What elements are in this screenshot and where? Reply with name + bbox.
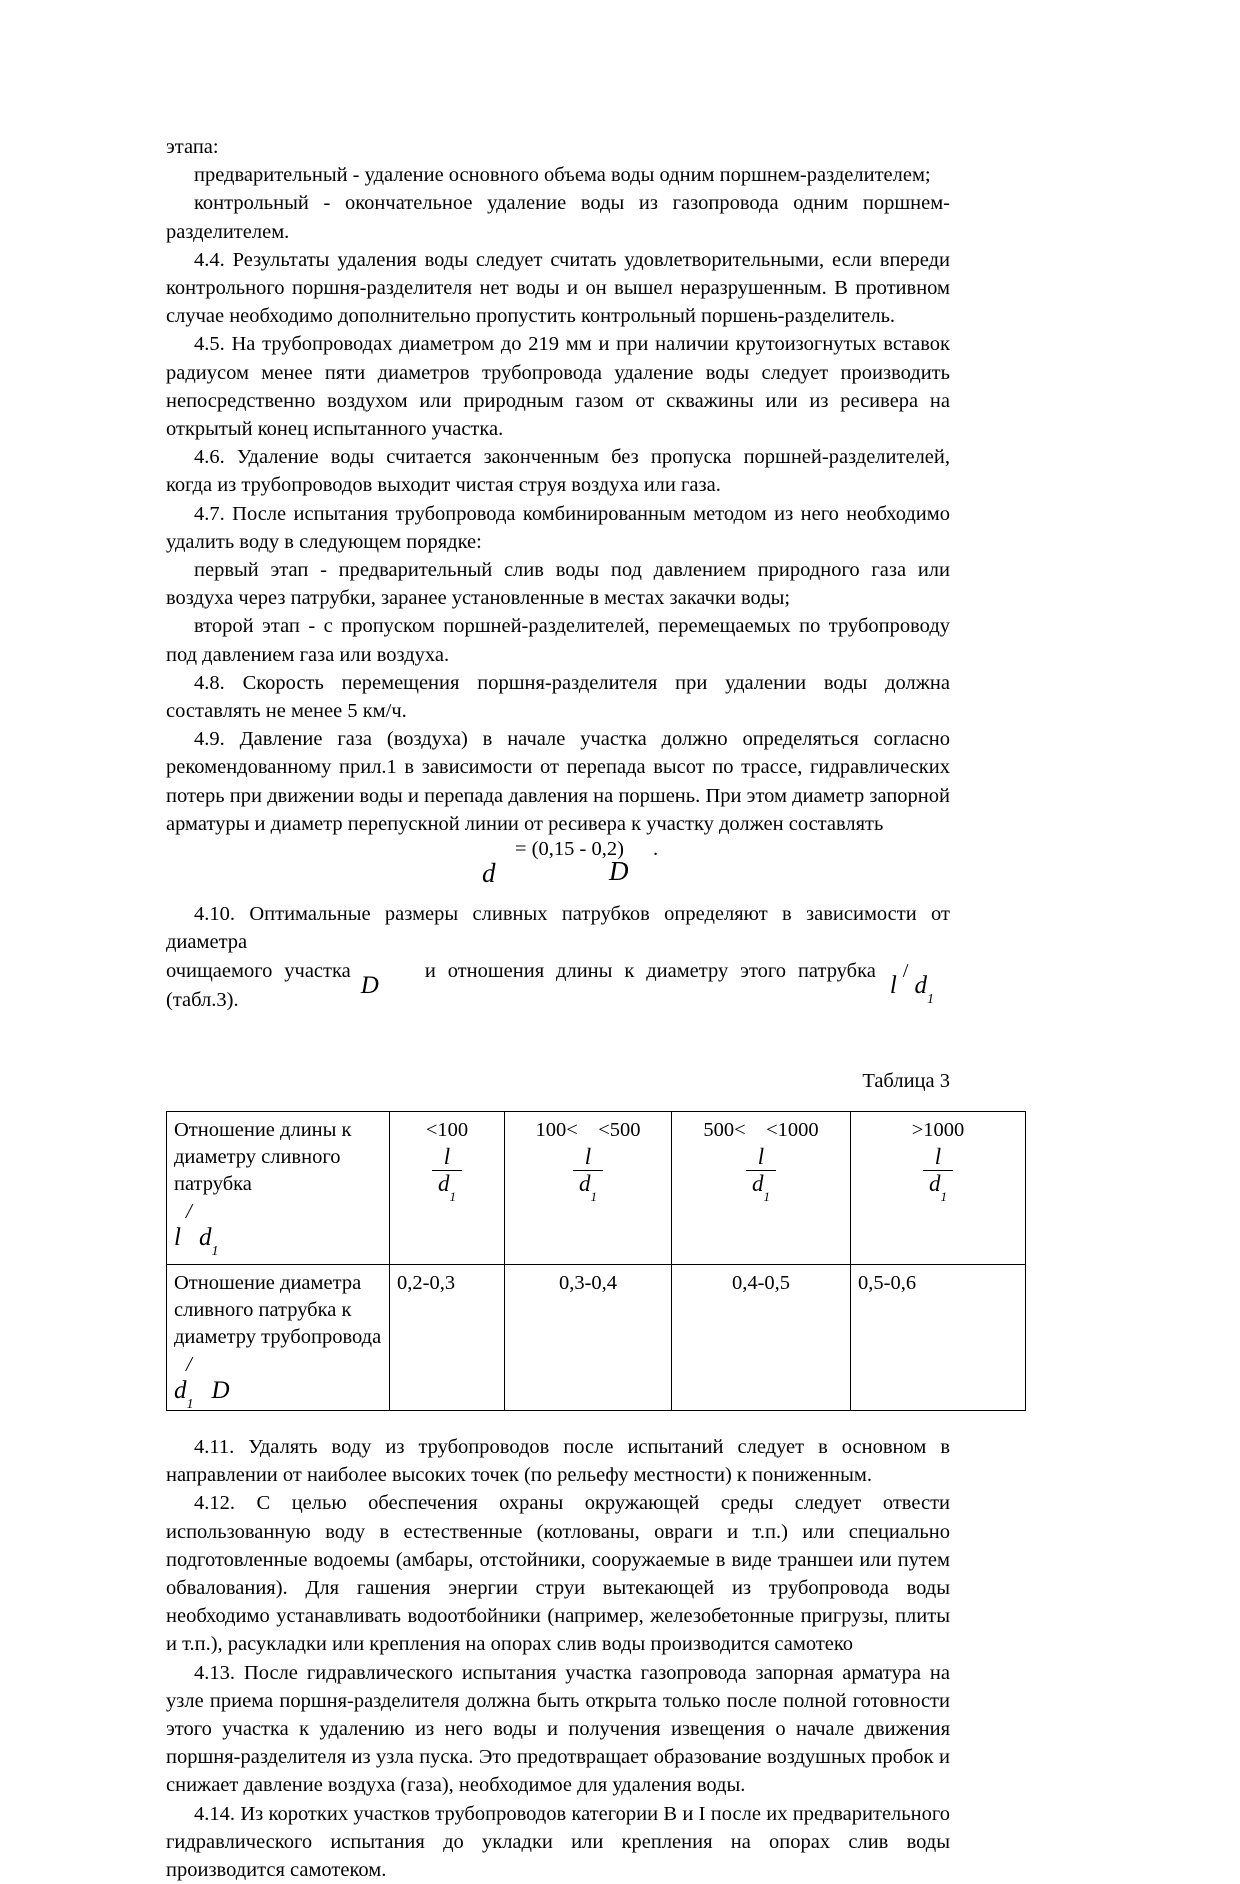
p410-text-c: (табл.3).: [166, 988, 239, 1011]
row2-header-var-D: D: [211, 1376, 230, 1404]
fraction-wrapper-4: [858, 1143, 1018, 1204]
paragraph-etapa: этапа:: [166, 136, 219, 158]
fraction-numerator: l: [443, 1143, 451, 1169]
p410-variable-l: l: [889, 972, 897, 1000]
fraction-numerator: l: [934, 1143, 942, 1169]
row2-header-slash-line: [174, 1351, 382, 1377]
fraction-denominator-subscript: 1: [940, 1188, 947, 1204]
row-header-slash-line: [174, 1198, 382, 1224]
row2-header-line-3: диаметру трубопровода: [174, 1325, 382, 1348]
fraction-l-over-d1-2: [573, 1143, 603, 1204]
fraction-denominator: $d_1$: [923, 1170, 953, 1196]
row-header-variables: [174, 1223, 382, 1259]
page-content: [166, 133, 965, 1884]
table-caption: Таблица 3: [862, 1069, 950, 1092]
table-value-cell-2: 0,3-0,4: [505, 1264, 672, 1410]
p410-variable-d1: $d_1$: [914, 972, 934, 1008]
paragraph-4-5: 4.5. На трубопроводах диаметром до 219 мм и при наличии крутоизогнутых вставок радиусом менее пяти диаметров трубопровода удаление воды следует производить непосредственно воздухом или природным газом от скважины или из ресивера на открытый конец испытанного участка.: [166, 333, 950, 441]
paragraph-4-10-line2: [166, 956, 950, 1013]
paragraph-4-12: 4.12. С целью обеспечения охраны окружающей среды следует отвести использованную воду в естественные (котлованы, овраги и т.п.) или специально подготовленные водоемы (амбары, отстойники, сооружаемые в виде траншеи или путем обвалования). Для гашения энергии струи вытекающей из трубопровода воды необходимо устанавливать водоотбойники (например, железобетонные пригрузы, плиты и т.п.), расукладки или крепления на опорах слив воды производится самотеко: [166, 1492, 950, 1656]
paragraph-4-6: 4.6. Удаление воды считается законченным без пропуска поршней-разделителей, когда из трубопроводов выходит чистая струя воздуха или газа.: [166, 446, 950, 497]
display-formula: [166, 838, 950, 900]
fraction-denominator-subscript: 1: [590, 1188, 597, 1204]
fraction-l-over-d1-4: [923, 1143, 953, 1204]
formula-terminator: .: [653, 838, 659, 861]
fraction-denominator-subscript: 1: [449, 1188, 456, 1204]
table-row: [167, 1111, 1026, 1264]
table-value-cell-4: 0,5-0,6: [851, 1264, 1026, 1410]
row-header-length-ratio: [167, 1111, 390, 1264]
p410-slash: /: [902, 960, 909, 983]
table-value-cell-3: 0,4-0,5: [672, 1264, 851, 1410]
row-header-line-1: Отношение длины к: [174, 1118, 352, 1141]
p410-variable-d1-subscript: 1: [927, 992, 934, 1008]
paragraph-4-7-first-stage: первый этап - предварительный слив воды под давлением природного газа или воздуха через патрубки, заранее установленные в местах закачки воды;: [166, 559, 950, 610]
paragraph-4-10-line1: 4.10. Оптимальные размеры сливных патрубков определяют в зависимости от диаметра: [166, 903, 950, 954]
table-value-cell-1: 0,2-0,3: [390, 1264, 505, 1410]
row-header-slash: /: [186, 1198, 192, 1223]
fraction-wrapper-3: [679, 1143, 843, 1204]
row2-header-line-2: сливного патрубка к: [174, 1298, 352, 1321]
formula-variable-d: d: [482, 858, 496, 889]
table-header-cell-4: [851, 1111, 1026, 1264]
paragraph-4-4: 4.4. Результаты удаления воды следует считать удовлетворительными, если впереди контрольного поршня-разделителя нет воды и он вышел неразрушенным. В противном случае необходимо дополнительно пропустить контрольный поршень-разделитель.: [166, 248, 950, 328]
row2-header-var-d1: $d_1$: [174, 1376, 194, 1412]
table-header-cell-3: [672, 1111, 851, 1264]
paragraph-4-13: 4.13. После гидравлического испытания участка газопровода запорная арматура на узле приема поршня-разделителя должна быть открыта только после полной готовности этого участка к удалению из него воды и получения извещения о начале движения поршня-разделителя из узла пуска. Это предотвращает образование воздушных пробок и снижает давление воздуха (газа), необходимое для удаления воды.: [166, 1661, 950, 1797]
fraction-denominator-subscript: 1: [763, 1188, 770, 1204]
fraction-wrapper-1: [397, 1143, 497, 1204]
paragraph-4-8: 4.8. Скорость перемещения поршня-разделителя при удалении воды должна составлять не менее 5 км/ч.: [166, 671, 950, 723]
row-header-diameter-ratio: [167, 1264, 390, 1410]
paragraph-4-14: 4.14. Из коротких участков трубопроводов категории В и I после их предварительного гидравлического испытания до укладки или крепления на опорах слив воды производится самотеком.: [166, 1802, 950, 1881]
paragraph-4-9: 4.9. Давление газа (воздуха) в начале участка должно определяться согласно рекомендованному прил.1 в зависимости от перепада высот по трассе, гидравлических потерь при движении воды и перепада давления на поршень. При этом диаметр запорной арматуры и диаметр перепускной линии от ресивера к участку должен составлять: [166, 728, 950, 835]
range-label-3: 500< <1000: [703, 1118, 819, 1141]
p410-variable-D: D: [360, 972, 379, 1000]
list-item-preliminary: предварительный - удаление основного объема воды одним поршнем-разделителем;: [194, 164, 931, 187]
fraction-denominator: $d_1$: [432, 1170, 462, 1196]
formula-variable-D: D: [609, 856, 629, 887]
fraction-denominator: $d_1$: [573, 1170, 603, 1196]
list-item-control: контрольный - окончательное удаление воды из газопровода одним поршнем-разделителем.: [166, 192, 950, 243]
row-header-var-d1-subscript: 1: [211, 1243, 219, 1259]
table-3: [166, 1111, 1026, 1411]
row-header-var-d1: $d_1$: [198, 1223, 219, 1259]
fraction-denominator: $d_1$: [746, 1170, 776, 1196]
row2-header-variables: [174, 1376, 382, 1412]
paragraph-4-11: 4.11. Удалять воду из трубопроводов после испытаний следует в основном в направлении от наиболее высоких точек (по рельефу местности) к пониженным.: [166, 1435, 950, 1487]
fraction-numerator: l: [757, 1143, 765, 1169]
paragraph-4-7: 4.7. После испытания трубопровода комбинированным методом из него необходимо удалить воду в следующем порядке:: [166, 502, 950, 553]
row-header-var-l: l: [174, 1223, 181, 1251]
table-row: [167, 1264, 1026, 1410]
row2-header-slash: /: [186, 1351, 192, 1376]
fraction-l-over-d1-1: [432, 1143, 462, 1204]
row2-header-var-d1-subscript: 1: [186, 1396, 194, 1412]
row-header-line-3: патрубка: [174, 1172, 252, 1195]
fraction-numerator: l: [584, 1143, 592, 1169]
range-label-2: 100< <500: [535, 1118, 641, 1141]
fraction-l-over-d1-3: [746, 1143, 776, 1204]
range-label-4: >1000: [911, 1118, 965, 1141]
p410-text-a: очищаемого участка: [166, 960, 351, 983]
table-header-cell-1: [390, 1111, 505, 1264]
row2-header-line-1: Отношение диаметра: [174, 1271, 362, 1294]
spacer-before-table: [166, 1014, 950, 1070]
table-header-cell-2: [505, 1111, 672, 1264]
spacer-after-table: [166, 1411, 950, 1433]
p410-text-b: и отношения длины к диаметру этого патрубка: [424, 960, 876, 983]
paragraph-4-7-second-stage: второй этап - с пропуском поршней-разделителей, перемещаемых по трубопроводу под давлением газа или воздуха.: [166, 615, 950, 666]
formula-relation: = (0,15 - 0,2): [515, 838, 624, 861]
row-header-line-2: диаметру сливного: [174, 1145, 341, 1168]
fraction-wrapper-2: [512, 1143, 664, 1204]
range-label-1: <100: [425, 1118, 469, 1141]
